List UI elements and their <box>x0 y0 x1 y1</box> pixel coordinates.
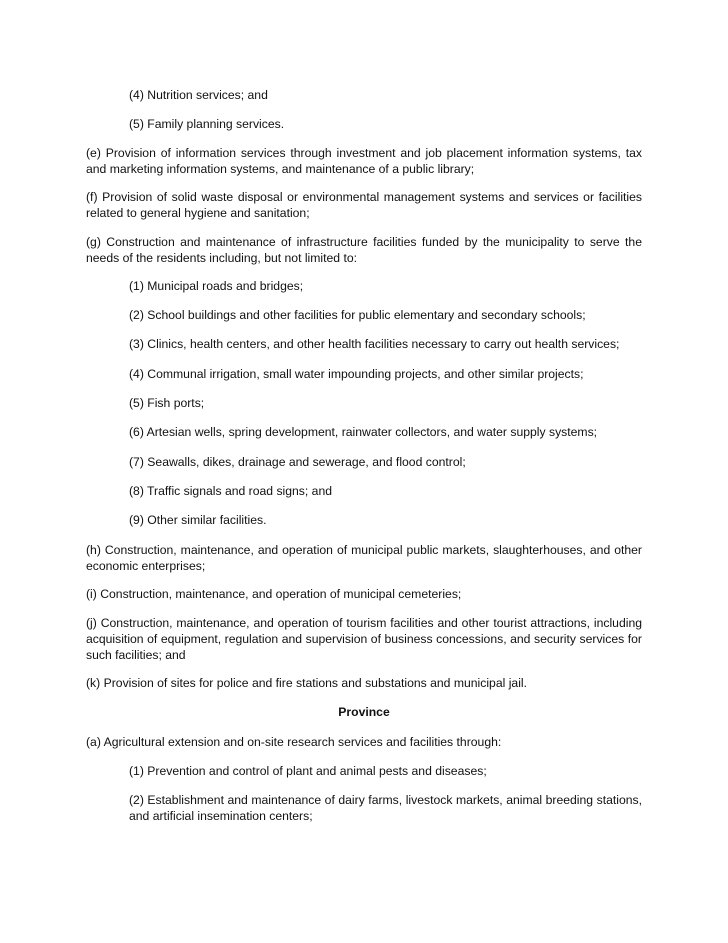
item-clinics: (3) Clinics, health centers, and other health facilities necessary to carry out health services; <box>129 337 620 351</box>
paragraph-f: (f) Provision of solid waste disposal or environmental management systems and services or facilities related to general hygiene and sanitation; <box>86 190 642 220</box>
item-dairy-farms: (2) Establishment and maintenance of dairy farms, livestock markets, animal breeding stations, and artificial insemination centers; <box>129 793 642 823</box>
paragraph-k: (k) Provision of sites for police and fire stations and substations and municipal jail. <box>86 676 527 690</box>
item-family-planning: (5) Family planning services. <box>129 117 285 131</box>
item-communal-irrigation: (4) Communal irrigation, small water impounding projects, and other similar projects; <box>129 367 584 381</box>
item-traffic-signals: (8) Traffic signals and road signs; and <box>129 484 333 498</box>
paragraph-h: (h) Construction, maintenance, and operation of municipal public markets, slaughterhouses, and other economic enterprises; <box>86 543 642 573</box>
item-fish-ports: (5) Fish ports; <box>129 396 205 410</box>
item-seawalls: (7) Seawalls, dikes, drainage and sewerage, and flood control; <box>129 455 466 469</box>
paragraph-j: (j) Construction, maintenance, and operation of tourism facilities and other tourist attractions, including acquisition of equipment, regulation and supervision of business concessions, and security services for such facilities; and <box>86 616 642 662</box>
item-pest-control: (1) Prevention and control of plant and animal pests and diseases; <box>129 764 487 778</box>
item-school-buildings: (2) School buildings and other facilities for public elementary and secondary schools; <box>129 308 586 322</box>
item-nutrition-services: (4) Nutrition services; and <box>129 88 268 102</box>
item-municipal-roads: (1) Municipal roads and bridges; <box>129 279 304 293</box>
paragraph-i: (i) Construction, maintenance, and operation of municipal cemeteries; <box>86 587 462 601</box>
paragraph-g: (g) Construction and maintenance of infrastructure facilities funded by the municipality to serve the needs of the residents including, but not limited to: <box>86 235 642 265</box>
paragraph-e: (e) Provision of information services through investment and job placement information systems, tax and marketing information systems, and maintenance of a public library; <box>86 146 642 176</box>
item-other-facilities: (9) Other similar facilities. <box>129 513 267 527</box>
item-artesian-wells: (6) Artesian wells, spring development, rainwater collectors, and water supply systems; <box>129 425 598 439</box>
paragraph-a: (a) Agricultural extension and on-site research services and facilities through: <box>86 735 502 749</box>
section-heading-province: Province <box>338 705 390 719</box>
